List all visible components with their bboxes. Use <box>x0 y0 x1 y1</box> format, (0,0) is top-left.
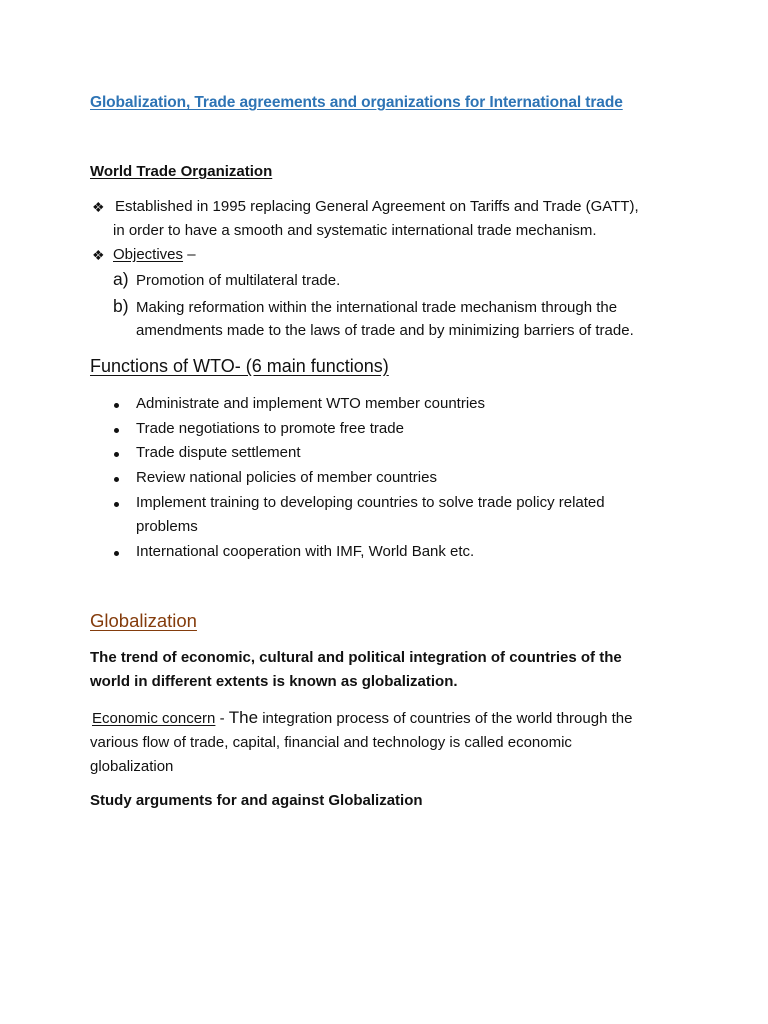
function-item-6: International cooperation with IMF, World Bank etc. <box>136 543 475 560</box>
economic-concern-text: integration process of countries of the world through the <box>258 710 633 727</box>
bullet-dot-icon <box>114 502 119 507</box>
document-title: Globalization, Trade agreements and organizations for International trade <box>90 94 623 111</box>
objectives-dash: – <box>183 246 196 263</box>
objective-a-text: Promotion of multilateral trade. <box>136 272 341 289</box>
functions-heading: Functions of WTO- (6 main functions) <box>90 356 389 376</box>
bullet-dot-icon <box>114 403 119 408</box>
function-item-4: Review national policies of member countries <box>136 469 437 486</box>
wto-point-1-line-1: Established in 1995 replacing General Agreement on Tariffs and Trade (GATT), <box>115 198 639 215</box>
study-arguments-line: Study arguments for and against Globalization <box>90 792 423 809</box>
bullet-dot-icon <box>114 452 119 457</box>
economic-concern-line-3: globalization <box>90 758 174 775</box>
function-item-5: Implement training to developing countries to solve trade policy related <box>136 494 605 511</box>
wto-heading: World Trade Organization <box>90 163 273 180</box>
objective-b-line-1: Making reformation within the international trade mechanism through the <box>136 299 618 316</box>
bullet-dot-icon <box>114 477 119 482</box>
economic-concern-label: Economic concern <box>92 710 216 727</box>
economic-concern-the: The <box>228 708 259 727</box>
globalization-definition-line-1: The trend of economic, cultural and political integration of countries of the <box>90 649 622 666</box>
objectives-label: Objectives <box>113 246 184 263</box>
function-item-2: Trade negotiations to promote free trade <box>136 420 404 437</box>
globalization-heading: Globalization <box>90 610 197 631</box>
objective-a-marker: a) <box>113 269 129 289</box>
objective-b-marker: b) <box>113 296 129 316</box>
bullet-dot-icon <box>114 551 119 556</box>
diamond-bullet-icon: ❖ <box>92 247 105 263</box>
globalization-definition-line-2: world in different extents is known as globalization. <box>90 673 458 690</box>
function-item-5-continued: problems <box>136 518 198 535</box>
bullet-dot-icon <box>114 428 119 433</box>
objective-b-line-2: amendments made to the laws of trade and by minimizing barriers of trade. <box>136 322 634 339</box>
function-item-3: Trade dispute settlement <box>136 444 301 461</box>
objectives-line <box>113 246 196 263</box>
diamond-bullet-icon: ❖ <box>92 199 105 215</box>
function-item-1: Administrate and implement WTO member countries <box>136 395 486 412</box>
economic-concern-line-1 <box>92 708 632 728</box>
economic-concern-dash: - <box>215 710 229 727</box>
economic-concern-line-2: various flow of trade, capital, financial and technology is called economic <box>90 734 572 751</box>
wto-point-1-line-2: in order to have a smooth and systematic international trade mechanism. <box>113 222 597 239</box>
